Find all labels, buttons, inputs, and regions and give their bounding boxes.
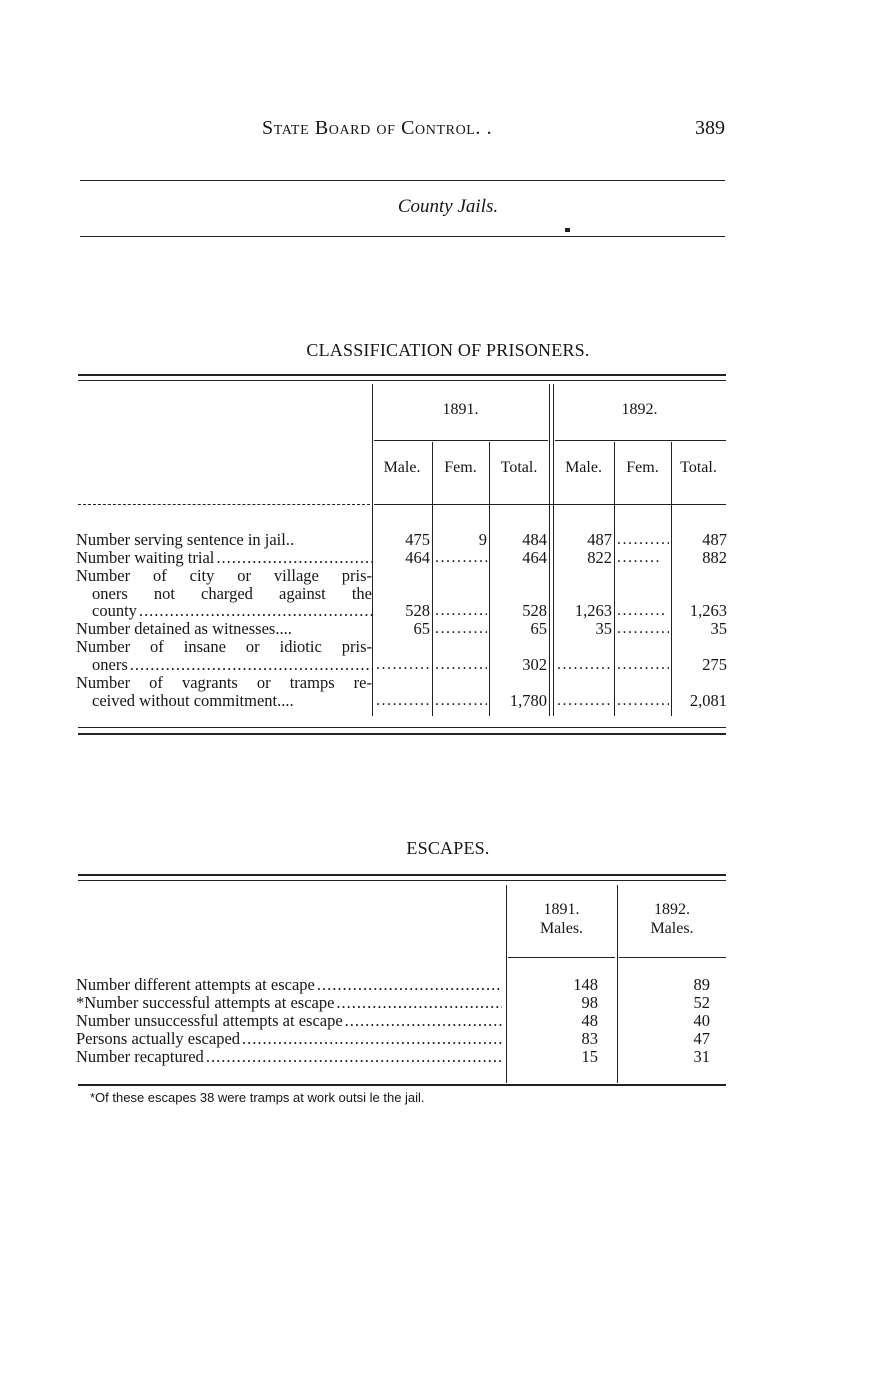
table-row-label: Number recaptured ..... [76, 1048, 502, 1066]
table-cell: 1,263 [574, 601, 612, 620]
table-cell: 464 [522, 548, 547, 567]
table-cell: 52 [693, 993, 710, 1012]
table-cell-empty [617, 531, 669, 549]
table-cell: 35 [710, 619, 727, 638]
table-cell-empty [376, 656, 430, 674]
table-cell: 882 [702, 548, 727, 567]
table-cell-empty [557, 656, 612, 674]
col-fem-1891: Fem. [444, 459, 477, 476]
table-row-label: Number of insane or idiotic pris- oners ..... [76, 638, 372, 673]
table-cell: 148 [573, 975, 598, 994]
col-total-1892: Total. [680, 459, 717, 476]
header-rule [80, 180, 725, 181]
stray-mark [565, 228, 570, 232]
table-cell: 98 [581, 993, 598, 1012]
table-cell: 528 [522, 601, 547, 620]
table-row-label: Number of vagrants or tramps re- ceived without commitment.... [76, 673, 372, 710]
table-cell-empty [617, 549, 659, 567]
table-cell: 464 [405, 548, 430, 567]
col-total-1891: Total. [500, 459, 538, 476]
table-cell: 83 [581, 1029, 598, 1048]
year-1891-header: 1891. [442, 401, 479, 418]
table-cell-empty [617, 620, 669, 638]
table-cell: 31 [693, 1047, 710, 1066]
table-cell: 487 [702, 530, 727, 549]
table-cell: 302 [522, 655, 547, 674]
table-top-rule [78, 374, 726, 376]
table-cell: 275 [702, 655, 727, 674]
table-row-label: Number different attempts at escape ..... [76, 976, 502, 994]
table-cell: 822 [587, 548, 612, 567]
table-cell: 475 [405, 530, 430, 549]
table-cell-empty [617, 692, 669, 710]
table-cell: 15 [581, 1047, 598, 1066]
table-cell: 2,081 [689, 691, 727, 710]
year-1892-header: 1892. [621, 401, 658, 418]
table-cell-empty [435, 692, 487, 710]
table-cell: 40 [693, 1011, 710, 1030]
table-cell-empty [435, 620, 487, 638]
table-row-label: Number serving sentence in jail.. [76, 530, 295, 549]
col-male-1891: Male. [383, 459, 421, 476]
table-top-rule [78, 874, 726, 876]
table-cell: 487 [587, 530, 612, 549]
table-cell: 47 [693, 1029, 710, 1048]
col-fem-1892: Fem. [626, 459, 659, 476]
escapes-title: ESCAPES. [406, 838, 490, 858]
footnote: *Of these escapes 38 were tramps at work outsi le the jail. [90, 1090, 425, 1105]
table-row-label: Number detained as witnesses.... [76, 619, 292, 638]
table-top-rule-2 [78, 380, 726, 381]
table-cell: 528 [405, 601, 430, 620]
table-cell: 65 [413, 619, 430, 638]
table-bottom-rule [78, 727, 726, 728]
page-number: 389 [695, 117, 725, 139]
table-row-label: Number unsuccessful attempts at escape ..... [76, 1012, 502, 1030]
table-cell-empty [617, 602, 665, 620]
table-bottom-rule [78, 1084, 726, 1086]
table-row-label: Number waiting trial ..... [76, 549, 372, 567]
escapes-col-1891: 1891. Males. [539, 901, 584, 937]
col-male-1892: Male. [565, 459, 602, 476]
table-cell: 9 [478, 530, 487, 549]
table-cell-empty [435, 549, 487, 567]
table-row-label: Persons actually escaped ..... [76, 1030, 502, 1048]
table-cell-empty [557, 692, 612, 710]
subheading-rule [80, 236, 725, 237]
table-cell: 35 [595, 619, 612, 638]
table-cell: 1,780 [509, 691, 547, 710]
table-bottom-rule-2 [78, 733, 726, 735]
table-cell-empty [617, 656, 669, 674]
table-cell-empty [376, 692, 430, 710]
table-cell: 484 [522, 530, 547, 549]
section-subheading: County Jails. [397, 196, 499, 217]
escapes-col-1892: 1892. Males. [650, 901, 694, 937]
table-row-label: *Number successful attempts at escape ..... [76, 994, 502, 1012]
table-cell: 89 [693, 975, 710, 994]
table-cell: 65 [530, 619, 547, 638]
table-cell: 1,263 [689, 601, 727, 620]
table-row-label: Number of city or village pris- oners not charged against the county ..... [76, 567, 372, 620]
running-title: State Board of Control. . [262, 117, 493, 139]
classification-title: CLASSIFICATION OF PRISONERS. [306, 340, 590, 360]
table-top-rule-2 [78, 880, 726, 881]
table-cell-empty [435, 656, 487, 674]
table-cell-empty [435, 602, 487, 620]
table-cell: 48 [581, 1011, 598, 1030]
